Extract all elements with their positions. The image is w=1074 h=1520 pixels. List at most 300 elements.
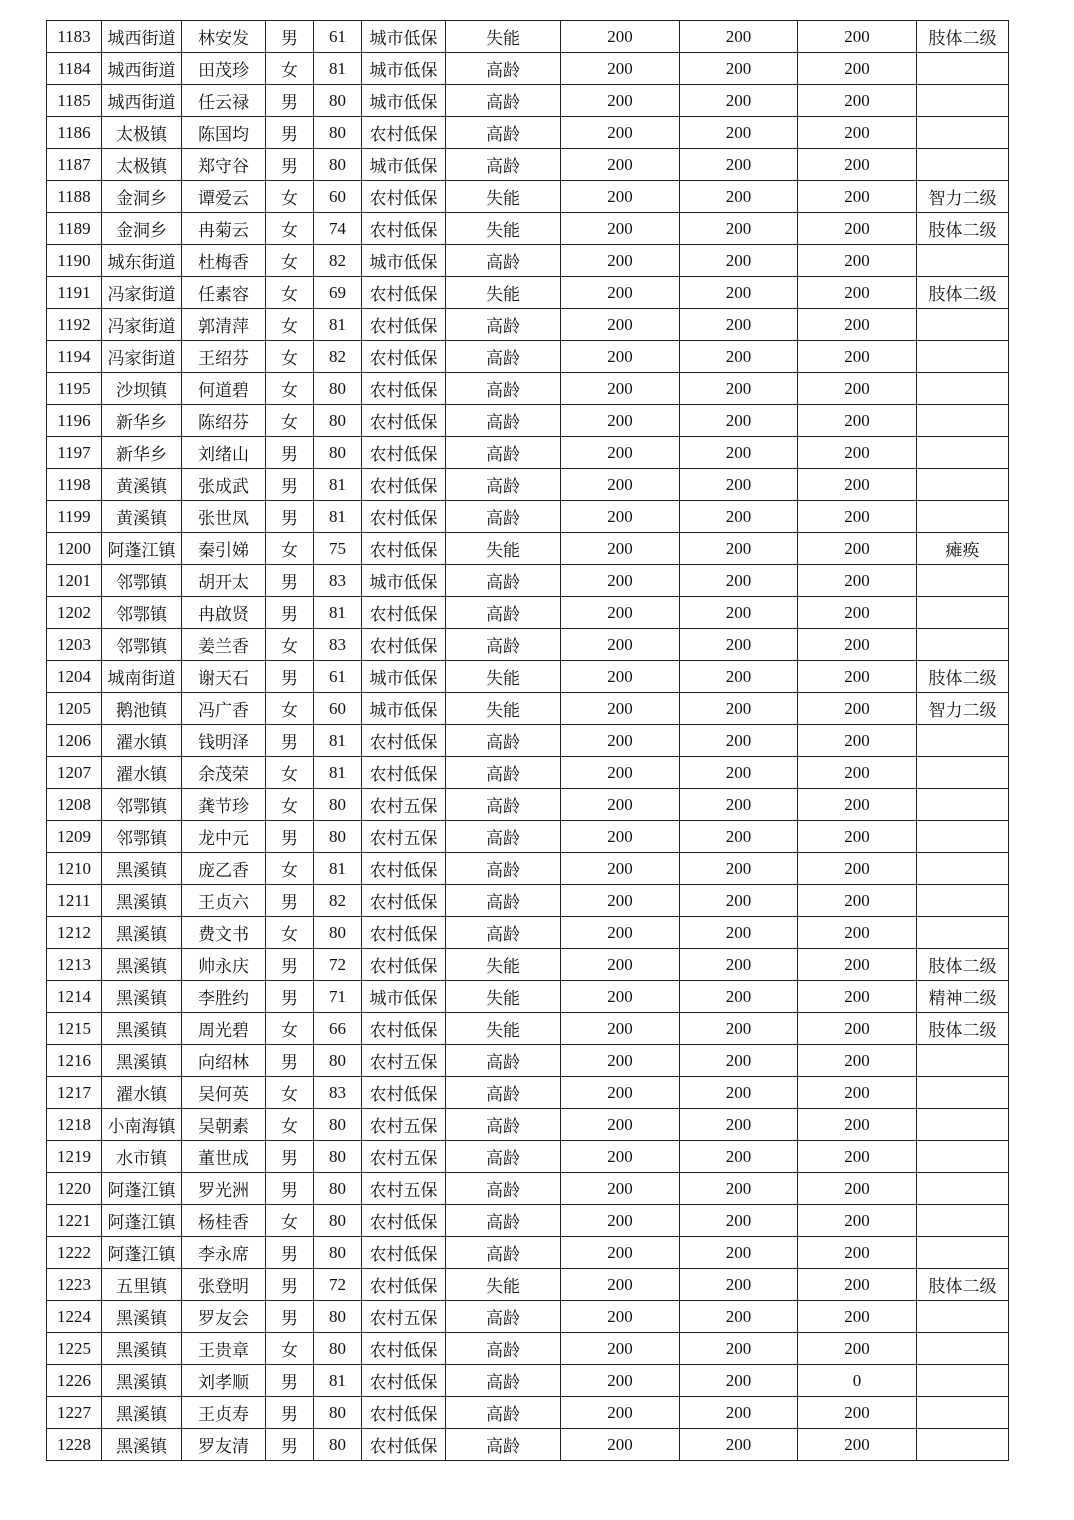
township-cell: 阿蓬江镇 (102, 1205, 182, 1237)
row-number-cell: 1194 (47, 341, 102, 373)
assistance-type-cell: 农村五保 (362, 1141, 446, 1173)
name-cell: 杨桂香 (182, 1205, 266, 1237)
name-cell: 余茂荣 (182, 757, 266, 789)
subsidy-2-cell: 200 (680, 181, 798, 213)
disability-level-cell (917, 565, 1009, 597)
disability-level-cell: 肢体二级 (917, 213, 1009, 245)
row-number-cell: 1206 (47, 725, 102, 757)
category-cell: 高龄 (446, 821, 561, 853)
subsidy-1-cell: 200 (561, 469, 680, 501)
subsidy-2-cell: 200 (680, 853, 798, 885)
age-cell: 81 (314, 469, 362, 501)
disability-level-cell: 智力二级 (917, 181, 1009, 213)
age-cell: 82 (314, 245, 362, 277)
subsidy-1-cell: 200 (561, 21, 680, 53)
disability-level-cell: 瘫痪 (917, 533, 1009, 565)
name-cell: 费文书 (182, 917, 266, 949)
row-number-cell: 1199 (47, 501, 102, 533)
subsidy-3-cell: 200 (798, 725, 917, 757)
subsidy-3-cell: 200 (798, 245, 917, 277)
subsidy-1-cell: 200 (561, 341, 680, 373)
category-cell: 高龄 (446, 245, 561, 277)
gender-cell: 女 (266, 181, 314, 213)
table-row (47, 117, 1009, 149)
subsidy-3-cell: 200 (798, 1013, 917, 1045)
gender-cell: 男 (266, 1173, 314, 1205)
name-cell: 谢天石 (182, 661, 266, 693)
gender-cell: 男 (266, 21, 314, 53)
age-cell: 81 (314, 853, 362, 885)
disability-level-cell (917, 789, 1009, 821)
assistance-type-cell: 农村五保 (362, 1109, 446, 1141)
age-cell: 80 (314, 1301, 362, 1333)
subsidy-1-cell: 200 (561, 789, 680, 821)
row-number-cell: 1222 (47, 1237, 102, 1269)
subsidy-3-cell: 200 (798, 757, 917, 789)
table-row (47, 885, 1009, 917)
subsidy-2-cell: 200 (680, 1141, 798, 1173)
assistance-type-cell: 城市低保 (362, 85, 446, 117)
subsidy-3-cell: 200 (798, 1237, 917, 1269)
row-number-cell: 1197 (47, 437, 102, 469)
subsidy-3-cell: 200 (798, 661, 917, 693)
row-number-cell: 1183 (47, 21, 102, 53)
subsidy-1-cell: 200 (561, 917, 680, 949)
age-cell: 83 (314, 1077, 362, 1109)
gender-cell: 男 (266, 725, 314, 757)
subsidy-2-cell: 200 (680, 821, 798, 853)
name-cell: 吴朝素 (182, 1109, 266, 1141)
subsidy-1-cell: 200 (561, 629, 680, 661)
name-cell: 周光碧 (182, 1013, 266, 1045)
age-cell: 72 (314, 1269, 362, 1301)
disability-level-cell (917, 469, 1009, 501)
subsidy-3-cell: 200 (798, 53, 917, 85)
township-cell: 小南海镇 (102, 1109, 182, 1141)
age-cell: 80 (314, 1045, 362, 1077)
row-number-cell: 1188 (47, 181, 102, 213)
subsidy-3-cell: 200 (798, 885, 917, 917)
category-cell: 高龄 (446, 1397, 561, 1429)
disability-level-cell (917, 85, 1009, 117)
age-cell: 81 (314, 309, 362, 341)
subsidy-1-cell: 200 (561, 181, 680, 213)
row-number-cell: 1185 (47, 85, 102, 117)
gender-cell: 女 (266, 309, 314, 341)
township-cell: 黑溪镇 (102, 1333, 182, 1365)
township-cell: 城南街道 (102, 661, 182, 693)
gender-cell: 男 (266, 821, 314, 853)
subsidy-3-cell: 200 (798, 629, 917, 661)
subsidy-1-cell: 200 (561, 1269, 680, 1301)
row-number-cell: 1214 (47, 981, 102, 1013)
row-number-cell: 1187 (47, 149, 102, 181)
subsidy-2-cell: 200 (680, 341, 798, 373)
disability-level-cell (917, 149, 1009, 181)
table-row (47, 757, 1009, 789)
age-cell: 81 (314, 501, 362, 533)
subsidy-3-cell: 200 (798, 1141, 917, 1173)
disability-level-cell: 肢体二级 (917, 661, 1009, 693)
age-cell: 72 (314, 949, 362, 981)
subsidy-1-cell: 200 (561, 1333, 680, 1365)
subsidy-3-cell: 200 (798, 949, 917, 981)
name-cell: 王贞六 (182, 885, 266, 917)
assistance-type-cell: 农村低保 (362, 533, 446, 565)
township-cell: 黑溪镇 (102, 1045, 182, 1077)
subsidy-3-cell: 200 (798, 437, 917, 469)
row-number-cell: 1184 (47, 53, 102, 85)
assistance-type-cell: 农村五保 (362, 1301, 446, 1333)
name-cell: 王绍芬 (182, 341, 266, 373)
gender-cell: 女 (266, 757, 314, 789)
subsidy-3-cell: 200 (798, 1077, 917, 1109)
age-cell: 80 (314, 1205, 362, 1237)
disability-level-cell (917, 725, 1009, 757)
disability-level-cell: 肢体二级 (917, 1013, 1009, 1045)
subsidy-1-cell: 200 (561, 853, 680, 885)
row-number-cell: 1212 (47, 917, 102, 949)
subsidy-2-cell: 200 (680, 885, 798, 917)
category-cell: 高龄 (446, 597, 561, 629)
gender-cell: 女 (266, 789, 314, 821)
table-row (47, 1237, 1009, 1269)
subsidy-3-cell: 200 (798, 341, 917, 373)
row-number-cell: 1190 (47, 245, 102, 277)
subsidy-2-cell: 200 (680, 789, 798, 821)
age-cell: 75 (314, 533, 362, 565)
township-cell: 金洞乡 (102, 181, 182, 213)
township-cell: 邻鄂镇 (102, 629, 182, 661)
township-cell: 邻鄂镇 (102, 821, 182, 853)
subsidy-2-cell: 200 (680, 661, 798, 693)
row-number-cell: 1221 (47, 1205, 102, 1237)
row-number-cell: 1213 (47, 949, 102, 981)
township-cell: 黑溪镇 (102, 853, 182, 885)
subsidy-3-cell: 200 (798, 1429, 917, 1461)
age-cell: 81 (314, 757, 362, 789)
subsidy-3-cell: 200 (798, 277, 917, 309)
subsidy-1-cell: 200 (561, 1173, 680, 1205)
subsidy-1-cell: 200 (561, 885, 680, 917)
disability-level-cell (917, 1173, 1009, 1205)
age-cell: 80 (314, 1429, 362, 1461)
subsidy-2-cell: 200 (680, 1365, 798, 1397)
age-cell: 80 (314, 917, 362, 949)
category-cell: 高龄 (446, 1205, 561, 1237)
category-cell: 高龄 (446, 1333, 561, 1365)
category-cell: 高龄 (446, 885, 561, 917)
township-cell: 黑溪镇 (102, 1397, 182, 1429)
disability-level-cell (917, 1109, 1009, 1141)
gender-cell: 男 (266, 661, 314, 693)
name-cell: 冯广香 (182, 693, 266, 725)
age-cell: 81 (314, 53, 362, 85)
subsidy-2-cell: 200 (680, 1013, 798, 1045)
table-row (47, 597, 1009, 629)
gender-cell: 女 (266, 405, 314, 437)
row-number-cell: 1218 (47, 1109, 102, 1141)
age-cell: 61 (314, 21, 362, 53)
disability-level-cell: 肢体二级 (917, 277, 1009, 309)
subsidy-2-cell: 200 (680, 565, 798, 597)
category-cell: 高龄 (446, 1429, 561, 1461)
age-cell: 69 (314, 277, 362, 309)
name-cell: 董世成 (182, 1141, 266, 1173)
subsidy-2-cell: 200 (680, 949, 798, 981)
assistance-type-cell: 城市低保 (362, 53, 446, 85)
table-row (47, 1109, 1009, 1141)
assistance-type-cell: 农村低保 (362, 1077, 446, 1109)
subsidy-3-cell: 200 (798, 309, 917, 341)
subsidy-1-cell: 200 (561, 1013, 680, 1045)
row-number-cell: 1223 (47, 1269, 102, 1301)
township-cell: 太极镇 (102, 149, 182, 181)
subsidy-2-cell: 200 (680, 1173, 798, 1205)
table-row (47, 693, 1009, 725)
row-number-cell: 1196 (47, 405, 102, 437)
disability-level-cell (917, 597, 1009, 629)
table-row (47, 565, 1009, 597)
subsidy-3-cell: 200 (798, 117, 917, 149)
subsidy-2-cell: 200 (680, 85, 798, 117)
row-number-cell: 1228 (47, 1429, 102, 1461)
row-number-cell: 1224 (47, 1301, 102, 1333)
subsidy-1-cell: 200 (561, 533, 680, 565)
gender-cell: 女 (266, 533, 314, 565)
name-cell: 龙中元 (182, 821, 266, 853)
subsidy-3-cell: 200 (798, 1397, 917, 1429)
row-number-cell: 1217 (47, 1077, 102, 1109)
assistance-type-cell: 农村五保 (362, 1045, 446, 1077)
subsidy-2-cell: 200 (680, 213, 798, 245)
subsidy-2-cell: 200 (680, 1269, 798, 1301)
subsidy-1-cell: 200 (561, 1077, 680, 1109)
subsidy-3-cell: 200 (798, 789, 917, 821)
category-cell: 高龄 (446, 53, 561, 85)
name-cell: 秦引娣 (182, 533, 266, 565)
gender-cell: 男 (266, 85, 314, 117)
table-row (47, 1429, 1009, 1461)
table-row (47, 725, 1009, 757)
township-cell: 太极镇 (102, 117, 182, 149)
age-cell: 81 (314, 1365, 362, 1397)
assistance-type-cell: 城市低保 (362, 565, 446, 597)
subsidy-2-cell: 200 (680, 437, 798, 469)
disability-level-cell (917, 1077, 1009, 1109)
table-row (47, 789, 1009, 821)
assistance-type-cell: 农村低保 (362, 469, 446, 501)
age-cell: 80 (314, 1173, 362, 1205)
row-number-cell: 1191 (47, 277, 102, 309)
assistance-type-cell: 城市低保 (362, 981, 446, 1013)
age-cell: 80 (314, 373, 362, 405)
township-cell: 金洞乡 (102, 213, 182, 245)
row-number-cell: 1215 (47, 1013, 102, 1045)
name-cell: 陈国均 (182, 117, 266, 149)
table-row (47, 1077, 1009, 1109)
row-number-cell: 1205 (47, 693, 102, 725)
assistance-type-cell: 农村低保 (362, 1269, 446, 1301)
subsidy-1-cell: 200 (561, 277, 680, 309)
subsidy-2-cell: 200 (680, 1397, 798, 1429)
gender-cell: 男 (266, 1397, 314, 1429)
category-cell: 高龄 (446, 565, 561, 597)
subsidy-2-cell: 200 (680, 149, 798, 181)
disability-level-cell: 精神二级 (917, 981, 1009, 1013)
township-cell: 濯水镇 (102, 725, 182, 757)
subsidy-1-cell: 200 (561, 117, 680, 149)
category-cell: 失能 (446, 213, 561, 245)
age-cell: 83 (314, 565, 362, 597)
subsidy-3-cell: 200 (798, 853, 917, 885)
subsidy-3-cell: 200 (798, 1173, 917, 1205)
name-cell: 胡开太 (182, 565, 266, 597)
category-cell: 失能 (446, 661, 561, 693)
category-cell: 高龄 (446, 373, 561, 405)
row-number-cell: 1203 (47, 629, 102, 661)
category-cell: 高龄 (446, 437, 561, 469)
age-cell: 60 (314, 693, 362, 725)
assistance-type-cell: 农村低保 (362, 309, 446, 341)
subsidy-1-cell: 200 (561, 309, 680, 341)
category-cell: 高龄 (446, 85, 561, 117)
name-cell: 郑守谷 (182, 149, 266, 181)
age-cell: 71 (314, 981, 362, 1013)
subsidy-3-cell: 200 (798, 501, 917, 533)
row-number-cell: 1198 (47, 469, 102, 501)
township-cell: 冯家街道 (102, 277, 182, 309)
subsidy-2-cell: 200 (680, 725, 798, 757)
assistance-type-cell: 农村低保 (362, 1333, 446, 1365)
row-number-cell: 1210 (47, 853, 102, 885)
category-cell: 高龄 (446, 1365, 561, 1397)
table-row (47, 277, 1009, 309)
assistance-type-cell: 城市低保 (362, 245, 446, 277)
gender-cell: 女 (266, 1333, 314, 1365)
subsidy-1-cell: 200 (561, 757, 680, 789)
subsidy-2-cell: 200 (680, 1045, 798, 1077)
age-cell: 82 (314, 341, 362, 373)
table-row (47, 501, 1009, 533)
gender-cell: 男 (266, 469, 314, 501)
name-cell: 冉啟贤 (182, 597, 266, 629)
table-row (47, 1301, 1009, 1333)
subsidy-2-cell: 200 (680, 1109, 798, 1141)
subsidy-2-cell: 200 (680, 1333, 798, 1365)
township-cell: 黑溪镇 (102, 1365, 182, 1397)
disability-level-cell (917, 1205, 1009, 1237)
row-number-cell: 1219 (47, 1141, 102, 1173)
disability-level-cell (917, 309, 1009, 341)
table-row (47, 853, 1009, 885)
name-cell: 任云禄 (182, 85, 266, 117)
disability-level-cell: 肢体二级 (917, 949, 1009, 981)
age-cell: 80 (314, 1397, 362, 1429)
row-number-cell: 1209 (47, 821, 102, 853)
table-row (47, 405, 1009, 437)
subsidy-2-cell: 200 (680, 469, 798, 501)
township-cell: 黑溪镇 (102, 1301, 182, 1333)
name-cell: 帅永庆 (182, 949, 266, 981)
township-cell: 城西街道 (102, 21, 182, 53)
disability-level-cell (917, 53, 1009, 85)
township-cell: 城东街道 (102, 245, 182, 277)
age-cell: 80 (314, 1141, 362, 1173)
disability-level-cell (917, 757, 1009, 789)
age-cell: 74 (314, 213, 362, 245)
category-cell: 失能 (446, 1269, 561, 1301)
disability-level-cell: 肢体二级 (917, 21, 1009, 53)
age-cell: 80 (314, 149, 362, 181)
row-number-cell: 1186 (47, 117, 102, 149)
township-cell: 冯家街道 (102, 309, 182, 341)
disability-level-cell: 肢体二级 (917, 1269, 1009, 1301)
gender-cell: 男 (266, 1237, 314, 1269)
gender-cell: 女 (266, 693, 314, 725)
gender-cell: 男 (266, 949, 314, 981)
name-cell: 杜梅香 (182, 245, 266, 277)
disability-level-cell (917, 1429, 1009, 1461)
table-row (47, 1173, 1009, 1205)
subsidy-3-cell: 200 (798, 1301, 917, 1333)
table-row (47, 1397, 1009, 1429)
category-cell: 失能 (446, 533, 561, 565)
disability-level-cell (917, 341, 1009, 373)
subsidy-2-cell: 200 (680, 1429, 798, 1461)
subsidy-1-cell: 200 (561, 53, 680, 85)
category-cell: 高龄 (446, 309, 561, 341)
gender-cell: 女 (266, 213, 314, 245)
table-row (47, 1333, 1009, 1365)
subsidy-2-cell: 200 (680, 1205, 798, 1237)
table-row (47, 1013, 1009, 1045)
gender-cell: 女 (266, 629, 314, 661)
assistance-type-cell: 农村低保 (362, 181, 446, 213)
assistance-type-cell: 农村低保 (362, 1397, 446, 1429)
name-cell: 罗友会 (182, 1301, 266, 1333)
name-cell: 李永席 (182, 1237, 266, 1269)
subsidy-3-cell: 200 (798, 213, 917, 245)
gender-cell: 男 (266, 1141, 314, 1173)
name-cell: 庞乙香 (182, 853, 266, 885)
table-row (47, 469, 1009, 501)
subsidy-3-cell: 200 (798, 373, 917, 405)
age-cell: 80 (314, 117, 362, 149)
subsidy-2-cell: 200 (680, 597, 798, 629)
name-cell: 龚节珍 (182, 789, 266, 821)
subsidy-1-cell: 200 (561, 1045, 680, 1077)
row-number-cell: 1226 (47, 1365, 102, 1397)
age-cell: 80 (314, 1333, 362, 1365)
subsidy-2-cell: 200 (680, 405, 798, 437)
table-row (47, 661, 1009, 693)
disability-level-cell: 智力二级 (917, 693, 1009, 725)
gender-cell: 女 (266, 1077, 314, 1109)
gender-cell: 女 (266, 53, 314, 85)
disability-level-cell (917, 853, 1009, 885)
subsidy-1-cell: 200 (561, 1141, 680, 1173)
category-cell: 高龄 (446, 341, 561, 373)
category-cell: 高龄 (446, 469, 561, 501)
row-number-cell: 1192 (47, 309, 102, 341)
name-cell: 王贞寿 (182, 1397, 266, 1429)
name-cell: 冉菊云 (182, 213, 266, 245)
subsidy-3-cell: 200 (798, 405, 917, 437)
category-cell: 高龄 (446, 725, 561, 757)
township-cell: 新华乡 (102, 405, 182, 437)
subsidy-1-cell: 200 (561, 1301, 680, 1333)
